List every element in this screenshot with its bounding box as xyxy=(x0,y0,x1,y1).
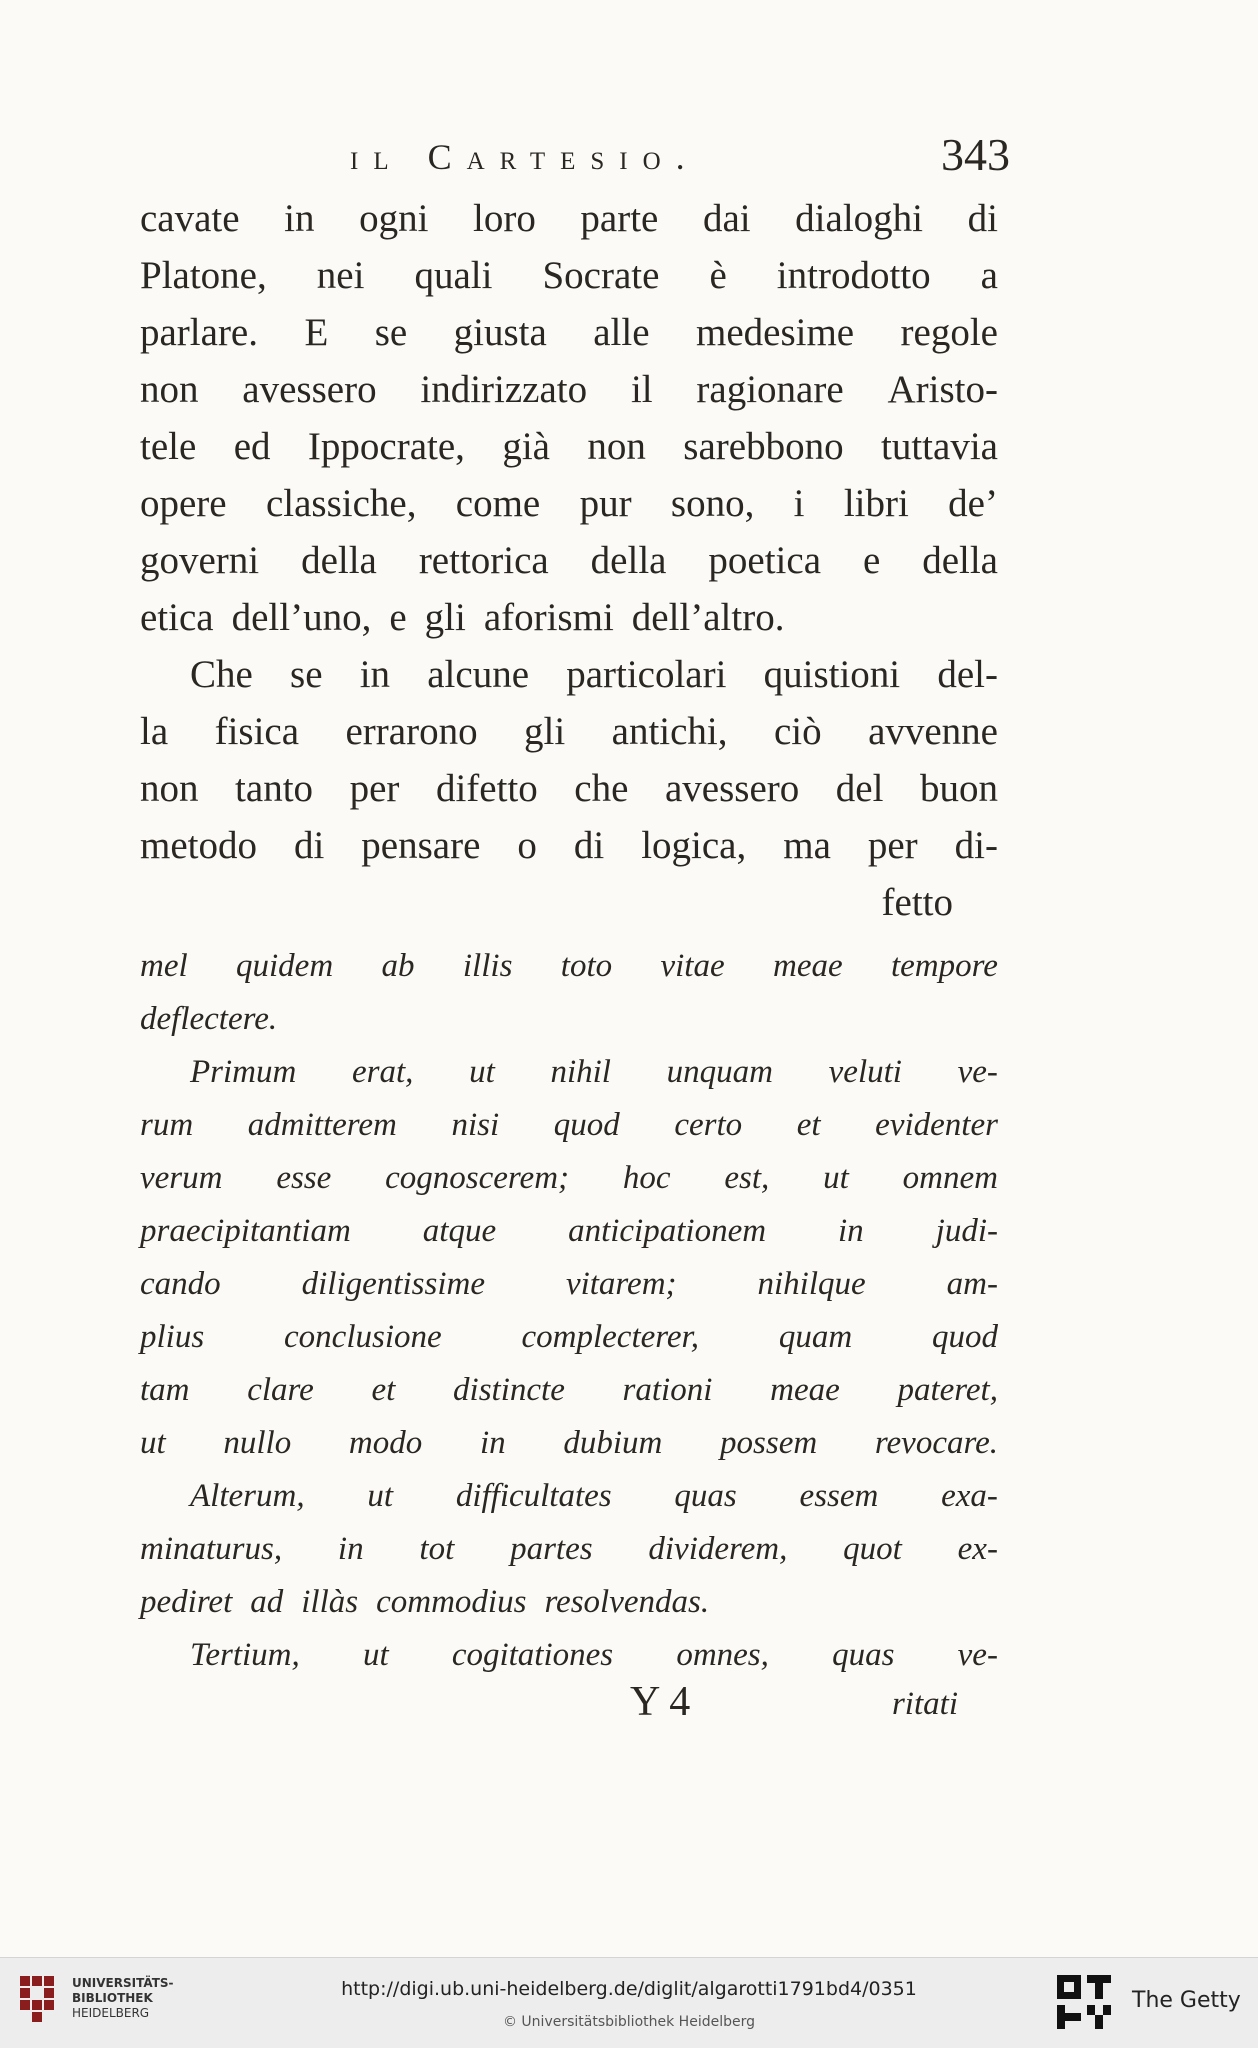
word: diligentissime xyxy=(301,1266,485,1302)
word: di- xyxy=(954,824,998,867)
word: ma xyxy=(783,824,831,867)
text-line xyxy=(140,1258,998,1311)
word: opere xyxy=(140,482,227,525)
word: certo xyxy=(674,1107,743,1143)
word: clare xyxy=(247,1372,314,1408)
word: della xyxy=(590,539,667,582)
word: in xyxy=(838,1213,864,1249)
library-name-line-1: UNIVERSITÄTS- xyxy=(72,1976,174,1990)
word: veluti xyxy=(828,1054,902,1090)
word: nei xyxy=(316,254,365,297)
text-line xyxy=(140,760,998,817)
page-number: 343 xyxy=(941,129,1010,180)
word: meae xyxy=(772,948,843,984)
word: quali xyxy=(414,254,493,297)
word: quidem xyxy=(236,948,334,984)
word: Tertium, xyxy=(190,1637,300,1673)
word: ad xyxy=(250,1584,284,1620)
word: cando xyxy=(140,1266,221,1302)
word: non xyxy=(587,425,646,468)
word: regole xyxy=(900,311,998,354)
word: ut xyxy=(140,1425,166,1461)
word: ogni xyxy=(359,197,429,240)
word: e xyxy=(862,539,881,582)
viewer-footer xyxy=(0,1957,1258,2048)
text-line xyxy=(140,1046,998,1099)
text-line xyxy=(140,190,998,247)
word: Che xyxy=(190,653,253,696)
word: vitae xyxy=(660,948,725,984)
word: meae xyxy=(770,1372,840,1408)
word: anticipationem xyxy=(568,1213,767,1249)
word: difficultates xyxy=(455,1478,612,1514)
word: conclusione xyxy=(284,1319,442,1355)
word: verum xyxy=(140,1160,223,1196)
word: rationi xyxy=(622,1372,713,1408)
word: atque xyxy=(422,1213,497,1249)
word: modo xyxy=(348,1425,423,1461)
word: deflectere. xyxy=(140,1001,278,1037)
word: libri xyxy=(843,482,909,525)
word: della xyxy=(301,539,377,582)
word: exa- xyxy=(941,1478,998,1514)
word: pur xyxy=(579,482,632,525)
text-line xyxy=(140,247,998,304)
text-line xyxy=(140,1152,998,1205)
word: rettorica xyxy=(418,539,549,582)
word: etica xyxy=(140,596,214,639)
word: am- xyxy=(946,1266,998,1302)
word: tanto xyxy=(235,767,314,810)
word: ve- xyxy=(957,1637,998,1673)
word: quam xyxy=(778,1319,853,1355)
library-name-line-2: BIBLIOTHEK xyxy=(72,1991,153,2005)
word: avessero xyxy=(242,368,377,411)
word: gli xyxy=(524,710,566,753)
word: ut xyxy=(469,1054,495,1090)
catchword: ritati xyxy=(891,1686,958,1722)
text-line xyxy=(140,817,998,874)
partner-name: The Getty xyxy=(1132,1988,1241,2013)
word: introdotto xyxy=(776,254,931,297)
word: classiche, xyxy=(265,482,417,525)
word: parlare. xyxy=(140,311,258,354)
word: particolari xyxy=(566,653,727,696)
word: possem xyxy=(720,1425,818,1461)
word: tot xyxy=(419,1531,455,1567)
word: tam xyxy=(140,1372,190,1408)
word: come xyxy=(455,482,541,525)
word: hoc xyxy=(622,1160,671,1196)
text-line xyxy=(140,532,998,589)
copyright-notice: © Universitätsbibliothek Heidelberg xyxy=(502,2014,755,2030)
word: buon xyxy=(920,767,998,810)
word: erat, xyxy=(352,1054,414,1090)
word: dai xyxy=(702,197,751,240)
word: ragionare xyxy=(696,368,844,411)
word: gli xyxy=(424,596,466,639)
signature-line xyxy=(140,1678,998,1738)
footnote-text xyxy=(140,940,998,1682)
permalink-url[interactable]: http://digi.ub.uni-heidelberg.de/diglit/algarotti1791bd4/0351 xyxy=(341,1978,917,2000)
word: omnes, xyxy=(676,1637,769,1673)
word: Socrate xyxy=(542,254,660,297)
text-line xyxy=(140,646,998,703)
word: antichi, xyxy=(611,710,728,753)
word: illàs xyxy=(301,1584,359,1620)
word: unquam xyxy=(666,1054,773,1090)
word: nihil xyxy=(550,1054,611,1090)
word: Alterum, xyxy=(190,1478,305,1514)
text-line xyxy=(140,993,998,1046)
word: per xyxy=(349,767,400,810)
word: nihilque xyxy=(757,1266,866,1302)
word: et xyxy=(796,1107,821,1143)
text-line xyxy=(140,1629,998,1682)
word: non xyxy=(140,767,199,810)
word: alle xyxy=(593,311,650,354)
word: nisi xyxy=(451,1107,500,1143)
word: sarebbono xyxy=(683,425,844,468)
word: in xyxy=(337,1531,364,1567)
word: del- xyxy=(937,653,998,696)
word: di xyxy=(293,824,325,867)
word: rum xyxy=(140,1107,194,1143)
word: medesime xyxy=(695,311,855,354)
word: Aristo- xyxy=(887,368,998,411)
word: ut xyxy=(367,1478,394,1514)
word: cavate xyxy=(140,197,240,240)
word: già xyxy=(502,425,550,468)
word: aforismi xyxy=(483,596,614,639)
word: E xyxy=(304,311,329,354)
word: tuttavia xyxy=(881,425,998,468)
word: i xyxy=(793,482,805,525)
word: fetto xyxy=(881,881,953,924)
word: dialoghi xyxy=(795,197,923,240)
word: pediret xyxy=(140,1584,233,1620)
word: logica, xyxy=(641,824,747,867)
text-line xyxy=(140,874,998,931)
word: governi xyxy=(140,539,260,582)
word: quot xyxy=(843,1531,902,1567)
word: distincte xyxy=(453,1372,565,1408)
word: dell’altro. xyxy=(631,596,785,639)
word: mel xyxy=(140,948,188,984)
word: dubium xyxy=(563,1425,663,1461)
word: plius xyxy=(140,1319,205,1355)
word: sono, xyxy=(670,482,755,525)
word: in xyxy=(359,653,391,696)
word: se xyxy=(374,311,408,354)
word: cogitationes xyxy=(451,1637,614,1673)
word: admitterem xyxy=(247,1107,397,1143)
word: quas xyxy=(832,1637,895,1673)
text-line xyxy=(140,1523,998,1576)
word: a xyxy=(980,254,998,297)
word: avessero xyxy=(664,767,800,810)
word: de’ xyxy=(948,482,998,525)
word: che xyxy=(574,767,629,810)
word: alcune xyxy=(427,653,529,696)
text-line xyxy=(140,1470,998,1523)
word: commodius xyxy=(376,1584,527,1620)
word: se xyxy=(290,653,323,696)
word: vitarem; xyxy=(565,1266,677,1302)
word: o xyxy=(517,824,537,867)
word: di xyxy=(967,197,998,240)
word: ex- xyxy=(957,1531,998,1567)
word: esse xyxy=(276,1160,332,1196)
word: est, xyxy=(724,1160,770,1196)
text-line xyxy=(140,940,998,993)
word: cognoscerem; xyxy=(385,1160,570,1196)
word: del xyxy=(835,767,884,810)
word: poetica xyxy=(708,539,822,582)
word: judi- xyxy=(935,1213,998,1249)
text-line xyxy=(140,1364,998,1417)
text-line xyxy=(140,304,998,361)
word: et xyxy=(371,1372,396,1408)
word: essem xyxy=(799,1478,879,1514)
word: ed xyxy=(233,425,271,468)
word: ut xyxy=(362,1637,389,1673)
word: quod xyxy=(553,1107,620,1143)
word: illis xyxy=(462,948,513,984)
word: quistioni xyxy=(763,653,901,696)
word: quod xyxy=(932,1319,998,1355)
running-title: il Cartesio. xyxy=(350,137,700,177)
word: in xyxy=(479,1425,506,1461)
word: nullo xyxy=(223,1425,292,1461)
word: tempore xyxy=(890,948,998,984)
main-text xyxy=(140,190,998,931)
word: Ippocrate, xyxy=(307,425,465,468)
word: quas xyxy=(674,1478,737,1514)
word: non xyxy=(140,368,199,411)
word: pensare xyxy=(361,824,481,867)
word: complecterer, xyxy=(521,1319,699,1355)
word: è xyxy=(709,254,727,297)
running-head xyxy=(140,128,1010,188)
text-line xyxy=(140,418,998,475)
word: evidenter xyxy=(875,1107,998,1143)
getty-logo-icon xyxy=(1055,1973,1113,2031)
word: revocare. xyxy=(874,1425,998,1461)
text-line xyxy=(140,1205,998,1258)
word: difetto xyxy=(435,767,538,810)
word: omnem xyxy=(902,1160,998,1196)
word: ab xyxy=(381,948,415,984)
word: partes xyxy=(510,1531,593,1567)
word: tele xyxy=(140,425,197,468)
word: metodo xyxy=(140,824,257,867)
word: Platone, xyxy=(140,254,267,297)
signature-mark: Y 4 xyxy=(630,1679,691,1725)
word: minaturus, xyxy=(140,1531,283,1567)
word: ciò xyxy=(773,710,822,753)
text-line xyxy=(140,475,998,532)
word: parte xyxy=(580,197,659,240)
word: toto xyxy=(560,948,613,984)
text-line xyxy=(140,1311,998,1364)
word: indirizzato xyxy=(420,368,588,411)
word: praecipitantiam xyxy=(140,1213,351,1249)
word: della xyxy=(922,539,998,582)
word: di xyxy=(573,824,605,867)
word: il xyxy=(630,368,653,411)
text-line xyxy=(140,1417,998,1470)
library-city: HEIDELBERG xyxy=(72,2006,150,2020)
text-line xyxy=(140,589,998,646)
text-line xyxy=(140,1099,998,1152)
word: fisica xyxy=(214,710,300,753)
word: e xyxy=(389,596,407,639)
word: loro xyxy=(473,197,536,240)
word: pateret, xyxy=(897,1372,998,1408)
word: giusta xyxy=(453,311,547,354)
text-line xyxy=(140,361,998,418)
text-line xyxy=(140,1576,998,1629)
word: ve- xyxy=(957,1054,998,1090)
word: dell’uno, xyxy=(231,596,372,639)
word: resolvendas. xyxy=(544,1584,710,1620)
word: avvenne xyxy=(868,710,998,753)
word: dividerem, xyxy=(648,1531,788,1567)
word: ut xyxy=(823,1160,849,1196)
text-line xyxy=(140,703,998,760)
word: Primum xyxy=(190,1054,297,1090)
word: per xyxy=(867,824,918,867)
word: la xyxy=(140,710,169,753)
word: in xyxy=(284,197,315,240)
word: errarono xyxy=(345,710,478,753)
